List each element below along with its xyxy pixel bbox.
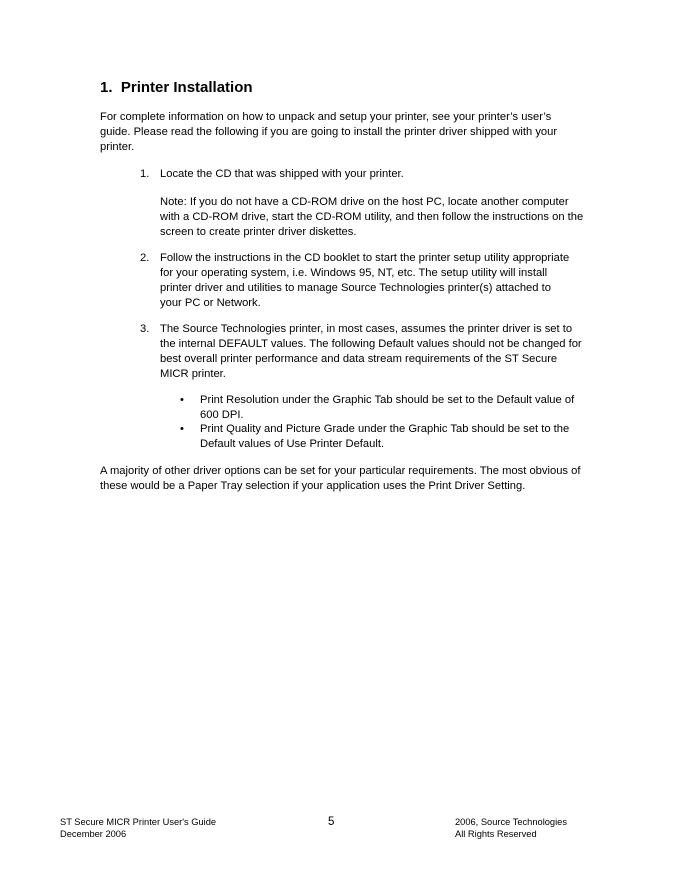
footer-guide-title: ST Secure MICR Printer User's Guide	[60, 817, 217, 827]
section-title: Printer Installation	[120, 79, 253, 96]
step-1-number: 1.	[140, 168, 150, 180]
step-3-number: 3.	[140, 323, 150, 335]
bullet-icon: •	[180, 423, 184, 435]
page-number: 5	[328, 816, 335, 828]
section-heading	[100, 79, 253, 96]
step-3-bullet-1: Print Resolution under the Graphic Tab should be set to the Default value of 600 DPI.	[200, 394, 575, 421]
step-3-bullet-2: Print Quality and Picture Grade under the Graphic Tab should be set to the Default values of Use Printer Default.	[200, 423, 570, 450]
closing-paragraph: A majority of other driver options can be set for your particular requirements. The most obvious of these would be a Paper Tray selection if your application uses the Print Driver Setting.	[100, 465, 581, 492]
step-2-text: Follow the instructions in the CD booklet to start the printer setup utility appropriate for your operating system, i.e. Windows 95, NT, etc. The setup utility will install printer driver and utilities to manage Source Technologies printer(s) attached to your PC or Network.	[160, 252, 570, 309]
footer-rights: All Rights Reserved	[455, 829, 537, 839]
bullet-icon: •	[180, 394, 184, 406]
footer-right	[455, 816, 567, 840]
footer-copyright: 2006, Source Technologies	[455, 817, 567, 827]
section-number: 1.	[100, 79, 113, 96]
step-1-text: Locate the CD that was shipped with your printer.	[160, 168, 404, 180]
step-3-text: The Source Technologies printer, in most cases, assumes the printer driver is set to the internal DEFAULT values. The following Default values should not be changed for best overall printer performance and data stream requirements of the ST Secure MICR printer.	[160, 323, 582, 380]
intro-paragraph: For complete information on how to unpack and setup your printer, see your printer’s user’s guide. Please read the following if you are going to install the printer driver shipped with your printer.	[100, 111, 558, 153]
footer-date: December 2006	[60, 829, 127, 839]
footer-left	[60, 816, 216, 840]
step-1-note: Note: If you do not have a CD-ROM drive on the host PC, locate another computer with a CD-ROM drive, start the CD-ROM utility, and then follow the instructions on the screen to create printer driver diskettes.	[160, 196, 584, 238]
step-2-number: 2.	[140, 252, 150, 264]
